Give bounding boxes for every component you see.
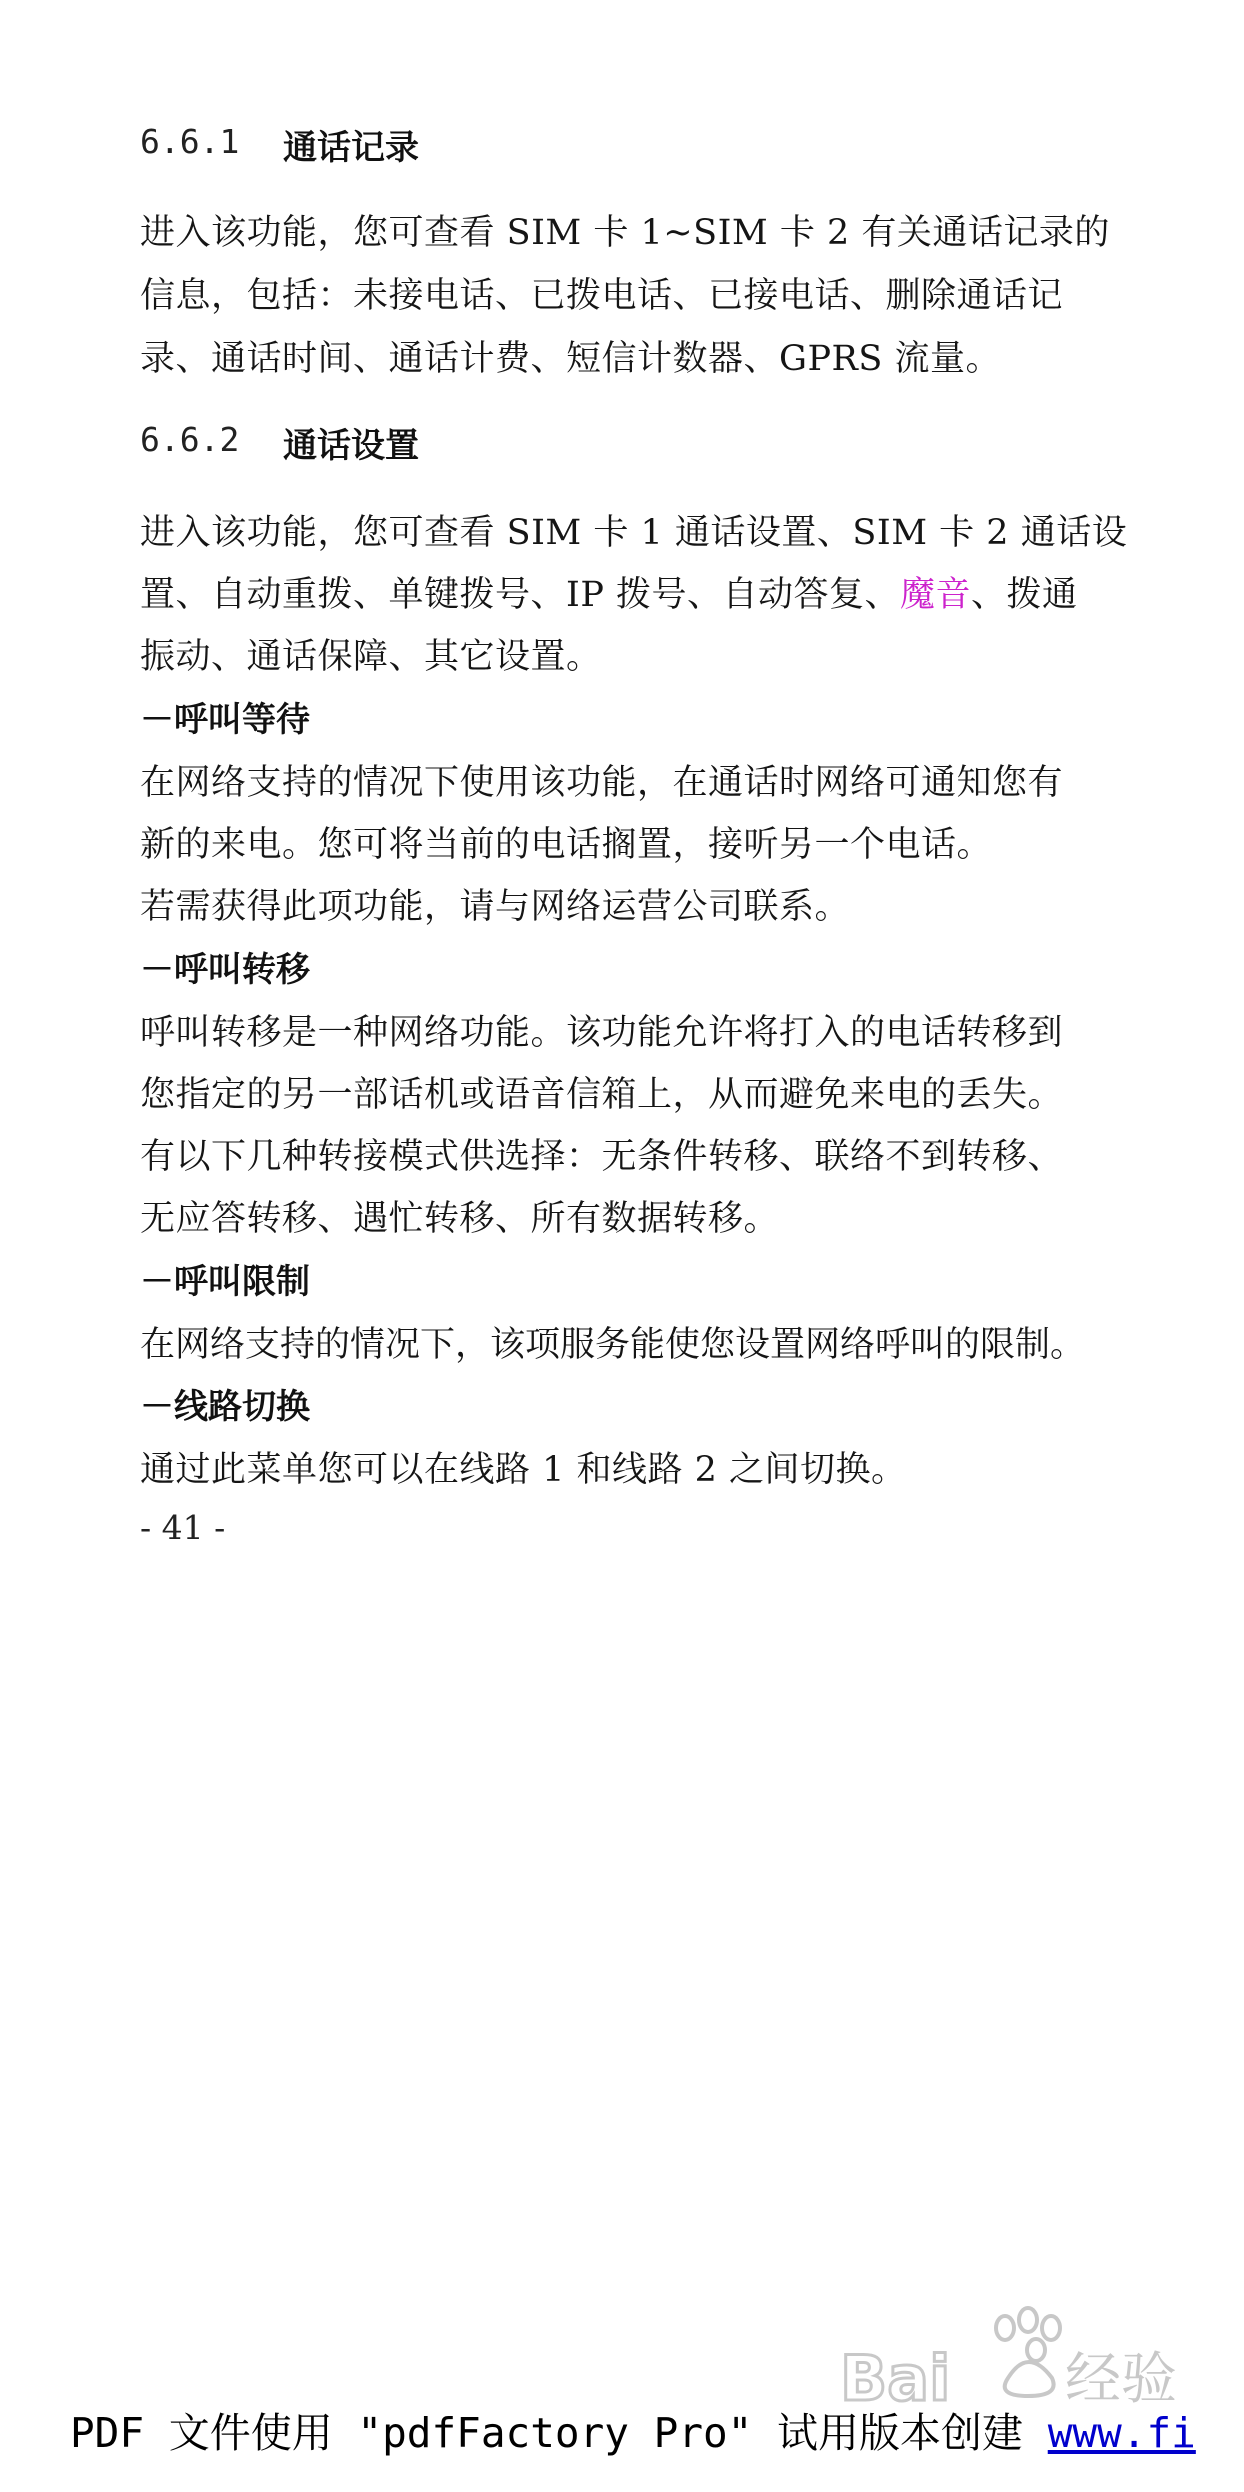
paragraph-line-with-highlight — [140, 567, 1078, 617]
section-number-6-6-2: 6.6.2 — [140, 420, 240, 459]
paragraph-line: 呼叫转移是一种网络功能。该功能允许将打入的电话转移到 — [140, 1013, 1064, 1053]
footer-text: PDF 文件使用 "pdfFactory Pro" 试用版本创建 — [70, 2409, 1048, 2457]
subheading-line-switching: －线路切换 — [140, 1387, 310, 1427]
paragraph-line: 若需获得此项功能，请与网络运营公司联系。 — [140, 887, 851, 927]
svg-text:Bai: Bai — [840, 2342, 951, 2415]
svg-text:经验: 经验 — [1065, 2347, 1177, 2412]
paragraph-line: 新的来电。您可将当前的电话搁置，接听另一个电话。 — [140, 825, 993, 865]
pdf-footer — [70, 2400, 1196, 2459]
paragraph-line: 信息，包括：未接电话、已拨电话、已接电话、删除通话记 — [140, 276, 1064, 316]
highlighted-term: 魔音 — [900, 575, 972, 615]
paragraph-line: 无应答转移、遇忙转移、所有数据转移。 — [140, 1199, 780, 1239]
footer-link[interactable]: www.fi — [1047, 2409, 1196, 2457]
subheading-call-barring: －呼叫限制 — [140, 1262, 310, 1302]
paragraph-line: 通过此菜单您可以在线路 1 和线路 2 之间切换。 — [140, 1450, 907, 1490]
paragraph-line: 进入该功能，您可查看 SIM 卡 1~SIM 卡 2 有关通话记录的 — [140, 213, 1110, 253]
paragraph-line: 振动、通话保障、其它设置。 — [140, 637, 602, 677]
section-title-call-settings: 通话设置 — [283, 426, 419, 466]
paragraph-line: 在网络支持的情况下，该项服务能使您设置网络呼叫的限制。 — [140, 1325, 1086, 1365]
page-number: - 41 - — [140, 1508, 226, 1547]
paragraph-line: 您指定的另一部话机或语音信箱上，从而避免来电的丢失。 — [140, 1075, 1064, 1115]
subheading-call-waiting: －呼叫等待 — [140, 700, 310, 740]
subheading-call-forwarding: －呼叫转移 — [140, 950, 310, 990]
paragraph-line: 有以下几种转接模式供选择：无条件转移、联络不到转移、 — [140, 1137, 1064, 1177]
section-title-call-log: 通话记录 — [283, 128, 419, 168]
section-number-6-6-1: 6.6.1 — [140, 122, 240, 161]
paragraph-line: 进入该功能，您可查看 SIM 卡 1 通话设置、SIM 卡 2 通话设 — [140, 513, 1128, 553]
line-text-after: 、拨通 — [971, 575, 1078, 615]
paragraph-line: 在网络支持的情况下使用该功能，在通话时网络可通知您有 — [140, 763, 1064, 803]
paragraph-line: 录、通话时间、通话计费、短信计数器、GPRS 流量。 — [140, 339, 1001, 379]
line-text-before: 置、自动重拨、单键拨号、IP 拨号、自动答复、 — [140, 575, 901, 615]
